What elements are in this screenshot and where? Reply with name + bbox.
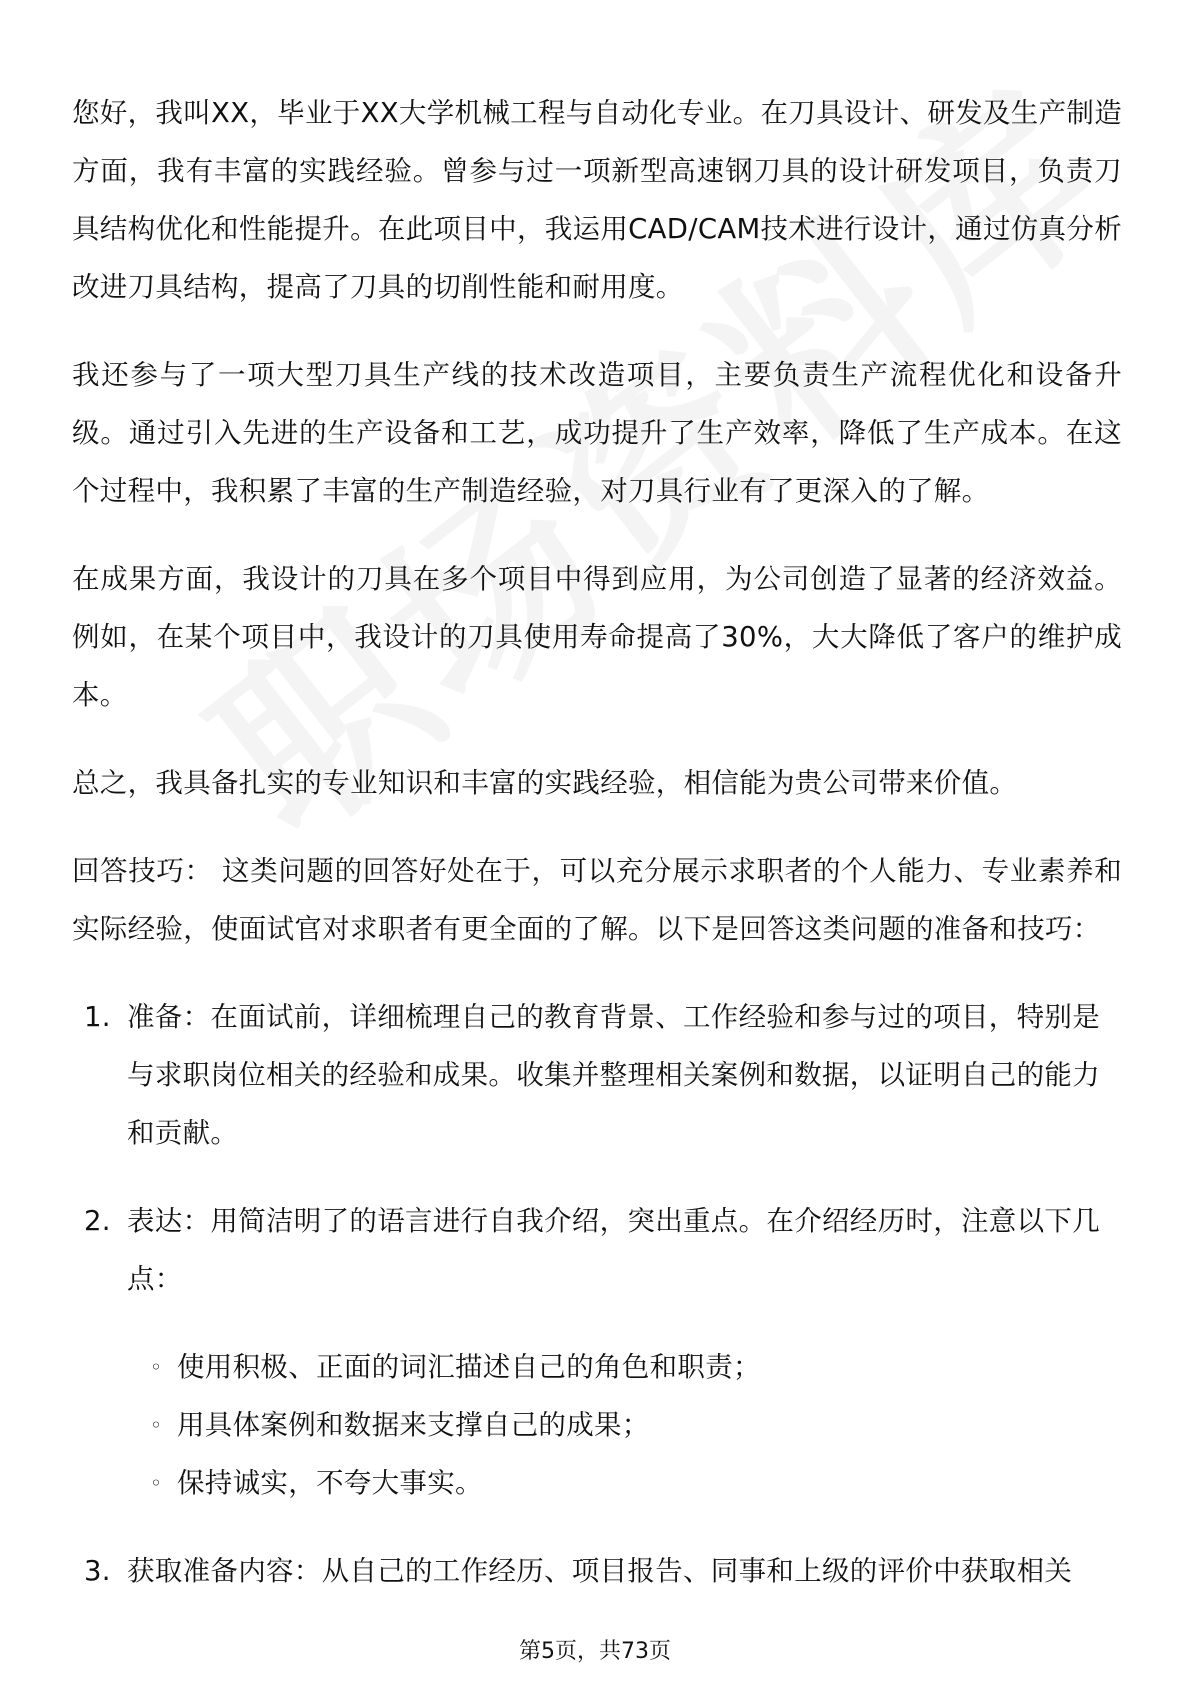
paragraph-production-line: 我还参与了一项大型刀具生产线的技术改造项目，主要负责生产流程优化和设备升级。通过引入先进的生产设备和工艺，成功提升了生产效率，降低了生产成本。在这个过程中，我积累了丰富的生产制造经验，对刀具行业有了更深入的了解。 [72,359,1122,507]
sub-list-item-text: 使用积极、正面的词汇描述自己的角色和职责； [177,1351,761,1383]
bullet-icon: ◦ [150,1413,163,1437]
bullet-icon: ◦ [150,1471,163,1495]
bullet-icon: ◦ [150,1355,163,1379]
paragraph-tips: 回答技巧： 这类问题的回答好处在于，可以充分展示求职者的个人能力、专业素养和实际经验，使面试官对求职者有更全面的了解。以下是回答这类问题的准备和技巧： [72,855,1122,945]
list-number: 3. [84,1555,111,1587]
sub-list-item-text: 保持诚实，不夸大事实。 [177,1467,483,1499]
list-item-text: 表达：用简洁明了的语言进行自我介绍，突出重点。在介绍经历时，注意以下几点： [127,1205,1100,1295]
paragraph-intro: 您好，我叫XX，毕业于XX大学机械工程与自动化专业。在刀具设计、研发及生产制造方面，我有丰富的实践经验。曾参与过一项新型高速钢刀具的设计研发项目，负责刀具结构优化和性能提升。在此项目中，我运用CAD/CAM技术进行设计，通过仿真分析改进刀具结构，提高了刀具的切削性能和耐用度。 [72,97,1122,303]
list-number: 1. [84,1001,111,1033]
list-item [72,1192,1122,1308]
page-number-footer: 第5页，共73页 [519,1639,671,1664]
document-body [72,84,1122,1630]
list-number: 2. [84,1205,111,1237]
list-item [72,1542,1122,1600]
list-item [72,988,1122,1162]
list-item-text: 准备：在面试前，详细梳理自己的教育背景、工作经验和参与过的项目，特别是与求职岗位相关的经验和成果。收集并整理相关案例和数据，以证明自己的能力和贡献。 [127,1001,1100,1149]
sub-list-item [72,1396,1122,1454]
sub-list-item [72,1454,1122,1512]
sub-list [72,1338,1122,1512]
sub-list-item [72,1338,1122,1396]
paragraph-results: 在成果方面，我设计的刀具在多个项目中得到应用，为公司创造了显著的经济效益。例如，在某个项目中，我设计的刀具使用寿命提高了30%，大大降低了客户的维护成本。 [72,563,1122,711]
paragraph-summary: 总之，我具备扎实的专业知识和丰富的实践经验，相信能为贵公司带来价值。 [72,767,1018,799]
sub-list-item-text: 用具体案例和数据来支撑自己的成果； [177,1409,650,1441]
list-item-text: 获取准备内容：从自己的工作经历、项目报告、同事和上级的评价中获取相关 [127,1555,1073,1587]
